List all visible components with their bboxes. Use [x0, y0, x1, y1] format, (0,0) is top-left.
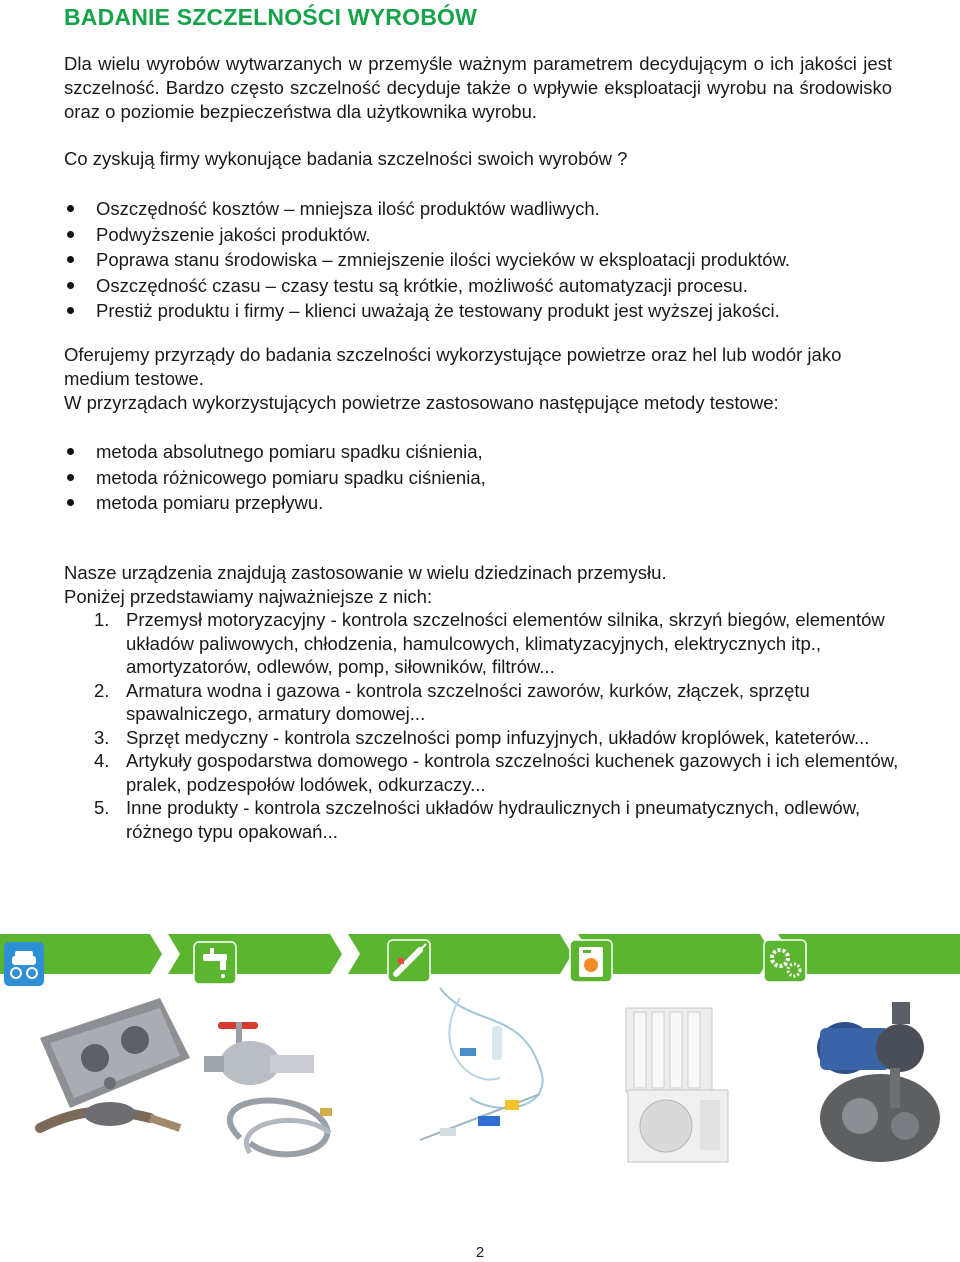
methods-list — [64, 439, 904, 516]
iv-catheter-photo — [420, 1094, 540, 1140]
item-text: Sprzęt medyczny - kontrola szczelności pomp infuzyjnych, układów kroplówek, kateterów... — [126, 726, 870, 748]
washing-machine-icon — [570, 940, 612, 982]
gears-icon — [764, 940, 806, 982]
gallery-svg — [0, 918, 960, 1188]
list-item: Oszczędność kosztów – mniejsza ilość produktów wadliwych. — [64, 196, 904, 222]
item-text: Inne produkty - kontrola szczelności układów hydraulicznych i pneumatycznych, odlewów, różnego typu opakowań... — [126, 797, 861, 842]
braided-hoses-photo — [230, 1101, 332, 1155]
item-number: 4. — [94, 750, 110, 771]
list-item: Oszczędność czasu – czasy testu są krótkie, możliwość automatyzacji procesu. — [64, 273, 904, 299]
category-band — [0, 934, 960, 974]
list-item: Poprawa stanu środowiska – zmniejszenie ilości wycieków w eksploatacji produktów. — [64, 247, 904, 273]
item-number: 5. — [94, 797, 110, 818]
list-item — [64, 608, 904, 679]
gearbox-photo — [820, 1068, 940, 1162]
exhaust-pipe-photo — [40, 1102, 180, 1128]
industries-list — [64, 608, 904, 843]
item-text: Artykuły gospodarstwa domowego - kontrola szczelności kuchenek gazowych i ich elementów, pralek, podzespołów lodówek, odkurzaczy... — [126, 750, 899, 795]
list-item — [64, 796, 904, 843]
methods-intro: W przyrządach wykorzystujących powietrze zastosowano następujące metody testowe: — [64, 392, 779, 413]
item-text: Przemysł motoryzacyjny - kontrola szczelności elementów silnika, skrzyń biegów, elementów układów paliwowych, chłodzenia, hamulcowych, klimatyzacyjnych, elektrycznych itp., amortyzatorów, odlewów, pomp, siłowników, filtrów... — [126, 609, 885, 677]
list-item: Podwyższenie jakości produktów. — [64, 222, 904, 248]
item-number: 3. — [94, 726, 110, 748]
product-gallery — [0, 918, 960, 1188]
page-title: BADANIE SZCZELNOŚCI WYROBÓW — [64, 4, 477, 30]
list-item: Prestiż produktu i firmy – klienci uważają że testowany produkt jest wyższej jakości. — [64, 298, 904, 324]
item-number: 2. — [94, 679, 110, 701]
item-number: 1. — [94, 609, 110, 630]
industries-intro-1: Nasze urządzenia znajdują zastosowanie w wielu dziedzinach przemysłu. — [64, 562, 667, 583]
item-text: Armatura wodna i gazowa - kontrola szczelności zaworów, kurków, złączek, sprzętu spawalniczego, armatury domowej... — [126, 679, 810, 724]
list-item — [64, 749, 904, 796]
page-number: 2 — [475, 1244, 485, 1261]
ac-unit-photo — [628, 1090, 728, 1162]
pump-photo — [817, 1002, 924, 1074]
industries-intro-2: Poniżej przedstawiamy najważniejsze z nich: — [64, 586, 433, 607]
intro-paragraph: Dla wielu wyrobów wytwarzanych w przemyśle ważnym parametrem decydującym o ich jakości jest szczelność. Bardzo często szczelność decyduje także o wpływie eksploatacji wyrobu na środowisko oraz o poziomie bezpieczeństwa dla użytkownika wyrobu. — [64, 53, 892, 122]
ball-valve-photo — [204, 1022, 314, 1085]
radiator-photo — [626, 1008, 712, 1092]
benefits-list — [64, 196, 904, 324]
list-item: metoda absolutnego pomiaru spadku ciśnienia, — [64, 439, 904, 465]
list-item: metoda pomiaru przepływu. — [64, 490, 904, 516]
offer-paragraph: Oferujemy przyrządy do badania szczelności wykorzystujące powietrze oraz hel lub wodór jako medium testowe. — [64, 344, 842, 389]
syringe-icon — [388, 940, 430, 982]
car-icon — [4, 942, 44, 986]
question-text: Co zyskują firmy wykonujące badania szczelności swoich wyrobów ? — [64, 148, 628, 169]
list-item: metoda różnicowego pomiaru spadku ciśnienia, — [64, 465, 904, 491]
list-item — [64, 726, 904, 750]
engine-block-photo — [40, 998, 190, 1108]
faucet-icon — [194, 942, 236, 984]
list-item — [64, 679, 904, 726]
infusion-set-photo — [440, 988, 543, 1108]
